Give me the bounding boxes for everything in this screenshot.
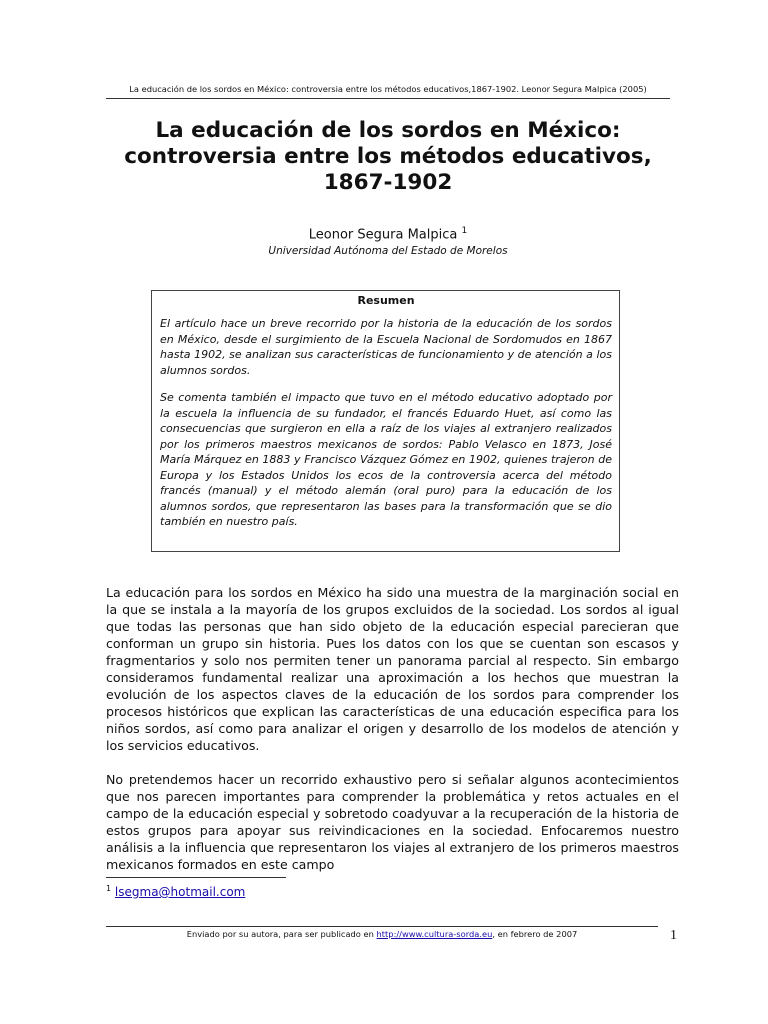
footnote-mark: 1 — [106, 884, 112, 893]
running-header: La educación de los sordos en México: controversia entre los métodos educativos,1867-1902. Leonor Segura Malpica (2005) — [106, 84, 670, 99]
page-number: 1 — [670, 928, 677, 943]
title-line-1: La educación de los sordos en México: — [155, 118, 621, 143]
footnote — [106, 884, 245, 899]
paper-title — [106, 118, 670, 196]
author-line — [106, 226, 670, 242]
affiliation: Universidad Autónoma del Estado de Morelos — [268, 245, 508, 257]
author-footnote-mark: 1 — [461, 226, 468, 236]
author-name: Leonor Segura Malpica — [308, 227, 458, 243]
footnote-email-link[interactable]: lsegma@hotmail.com — [114, 885, 246, 899]
abstract-box — [151, 290, 620, 552]
footer-suffix: , en febrero de 2007 — [492, 929, 578, 939]
title-line-2: controversia entre los métodos educativos, — [124, 144, 652, 169]
abstract-heading: Resumen — [357, 294, 415, 307]
footer-website-link[interactable]: http://www.cultura-sorda.eu — [376, 929, 493, 939]
footnote-divider — [106, 877, 286, 878]
footer-prefix: Enviado por su autora, para ser publicado en — [186, 929, 377, 939]
abstract-paragraph-2: Se comenta también el impacto que tuvo en el método educativo adoptado por la escuela la influencia de su fundador, el francés Eduardo Huet, así como las consecuencias que surgieron en ella a raíz de los viajes al extranjero realizados por los primeros maestros mexicanos de sordos: Pablo Velasco en 1873, José María Márquez en 1883 y Francisco Vázquez Gómez en 1902, quienes trajeron de Europa y los Estados Unidos los ecos de la controversia acerca del método francés (manual) y el método alemán (oral puro) para la educación de los alumnos sordos, que representaron las bases para la transformación que se dio también en nuestro país. — [160, 391, 612, 528]
abstract-paragraph-1: El artículo hace un breve recorrido por la historia de la educación de los sordos en México, desde el surgimiento de la Escuela Nacional de Sordomudos en 1867 hasta 1902, se analizan sus características de funcionamiento y de atención a los alumnos sordos. — [160, 317, 612, 377]
footer-divider — [106, 926, 658, 927]
page-footer — [106, 929, 658, 939]
body-text — [106, 584, 679, 890]
body-paragraph-2: No pretendemos hacer un recorrido exhaustivo pero si señalar algunos acontecimientos que nos parecen importantes para comprender la problemática y retos actuales en el campo de la educación especial y sobretodo coadyuvar a la recuperación de la historia de estos grupos para apoyar sus reivindicaciones en la sociedad. Enfocaremos nuestro análisis a la influencia que representaron los viajes al extranjero de los primeros maestros mexicanos formados en este campo — [106, 772, 679, 872]
body-paragraph-1: La educación para los sordos en México ha sido una muestra de la marginación social en la que se instala a la mayoría de los grupos excluidos de la sociedad. Los sordos al igual que todas las personas que han sido objeto de la educación especial parecieran que conforman un grupo sin historia. Pues los datos con los que se cuentan son escasos y fragmentarios y solo nos permiten tener un panorama parcial al respecto. Sin embargo consideramos fundamental realizar una aproximación a los hechos que muestran la evolución de los aspectos claves de la educación de los sordos para comprender los procesos históricos que explican las características de una educación especifica para los niños sordos, así como para analizar el origen y desarrollo de los modelos de atención y los servicios educativos. — [106, 585, 679, 753]
title-line-3: 1867-1902 — [323, 170, 453, 195]
